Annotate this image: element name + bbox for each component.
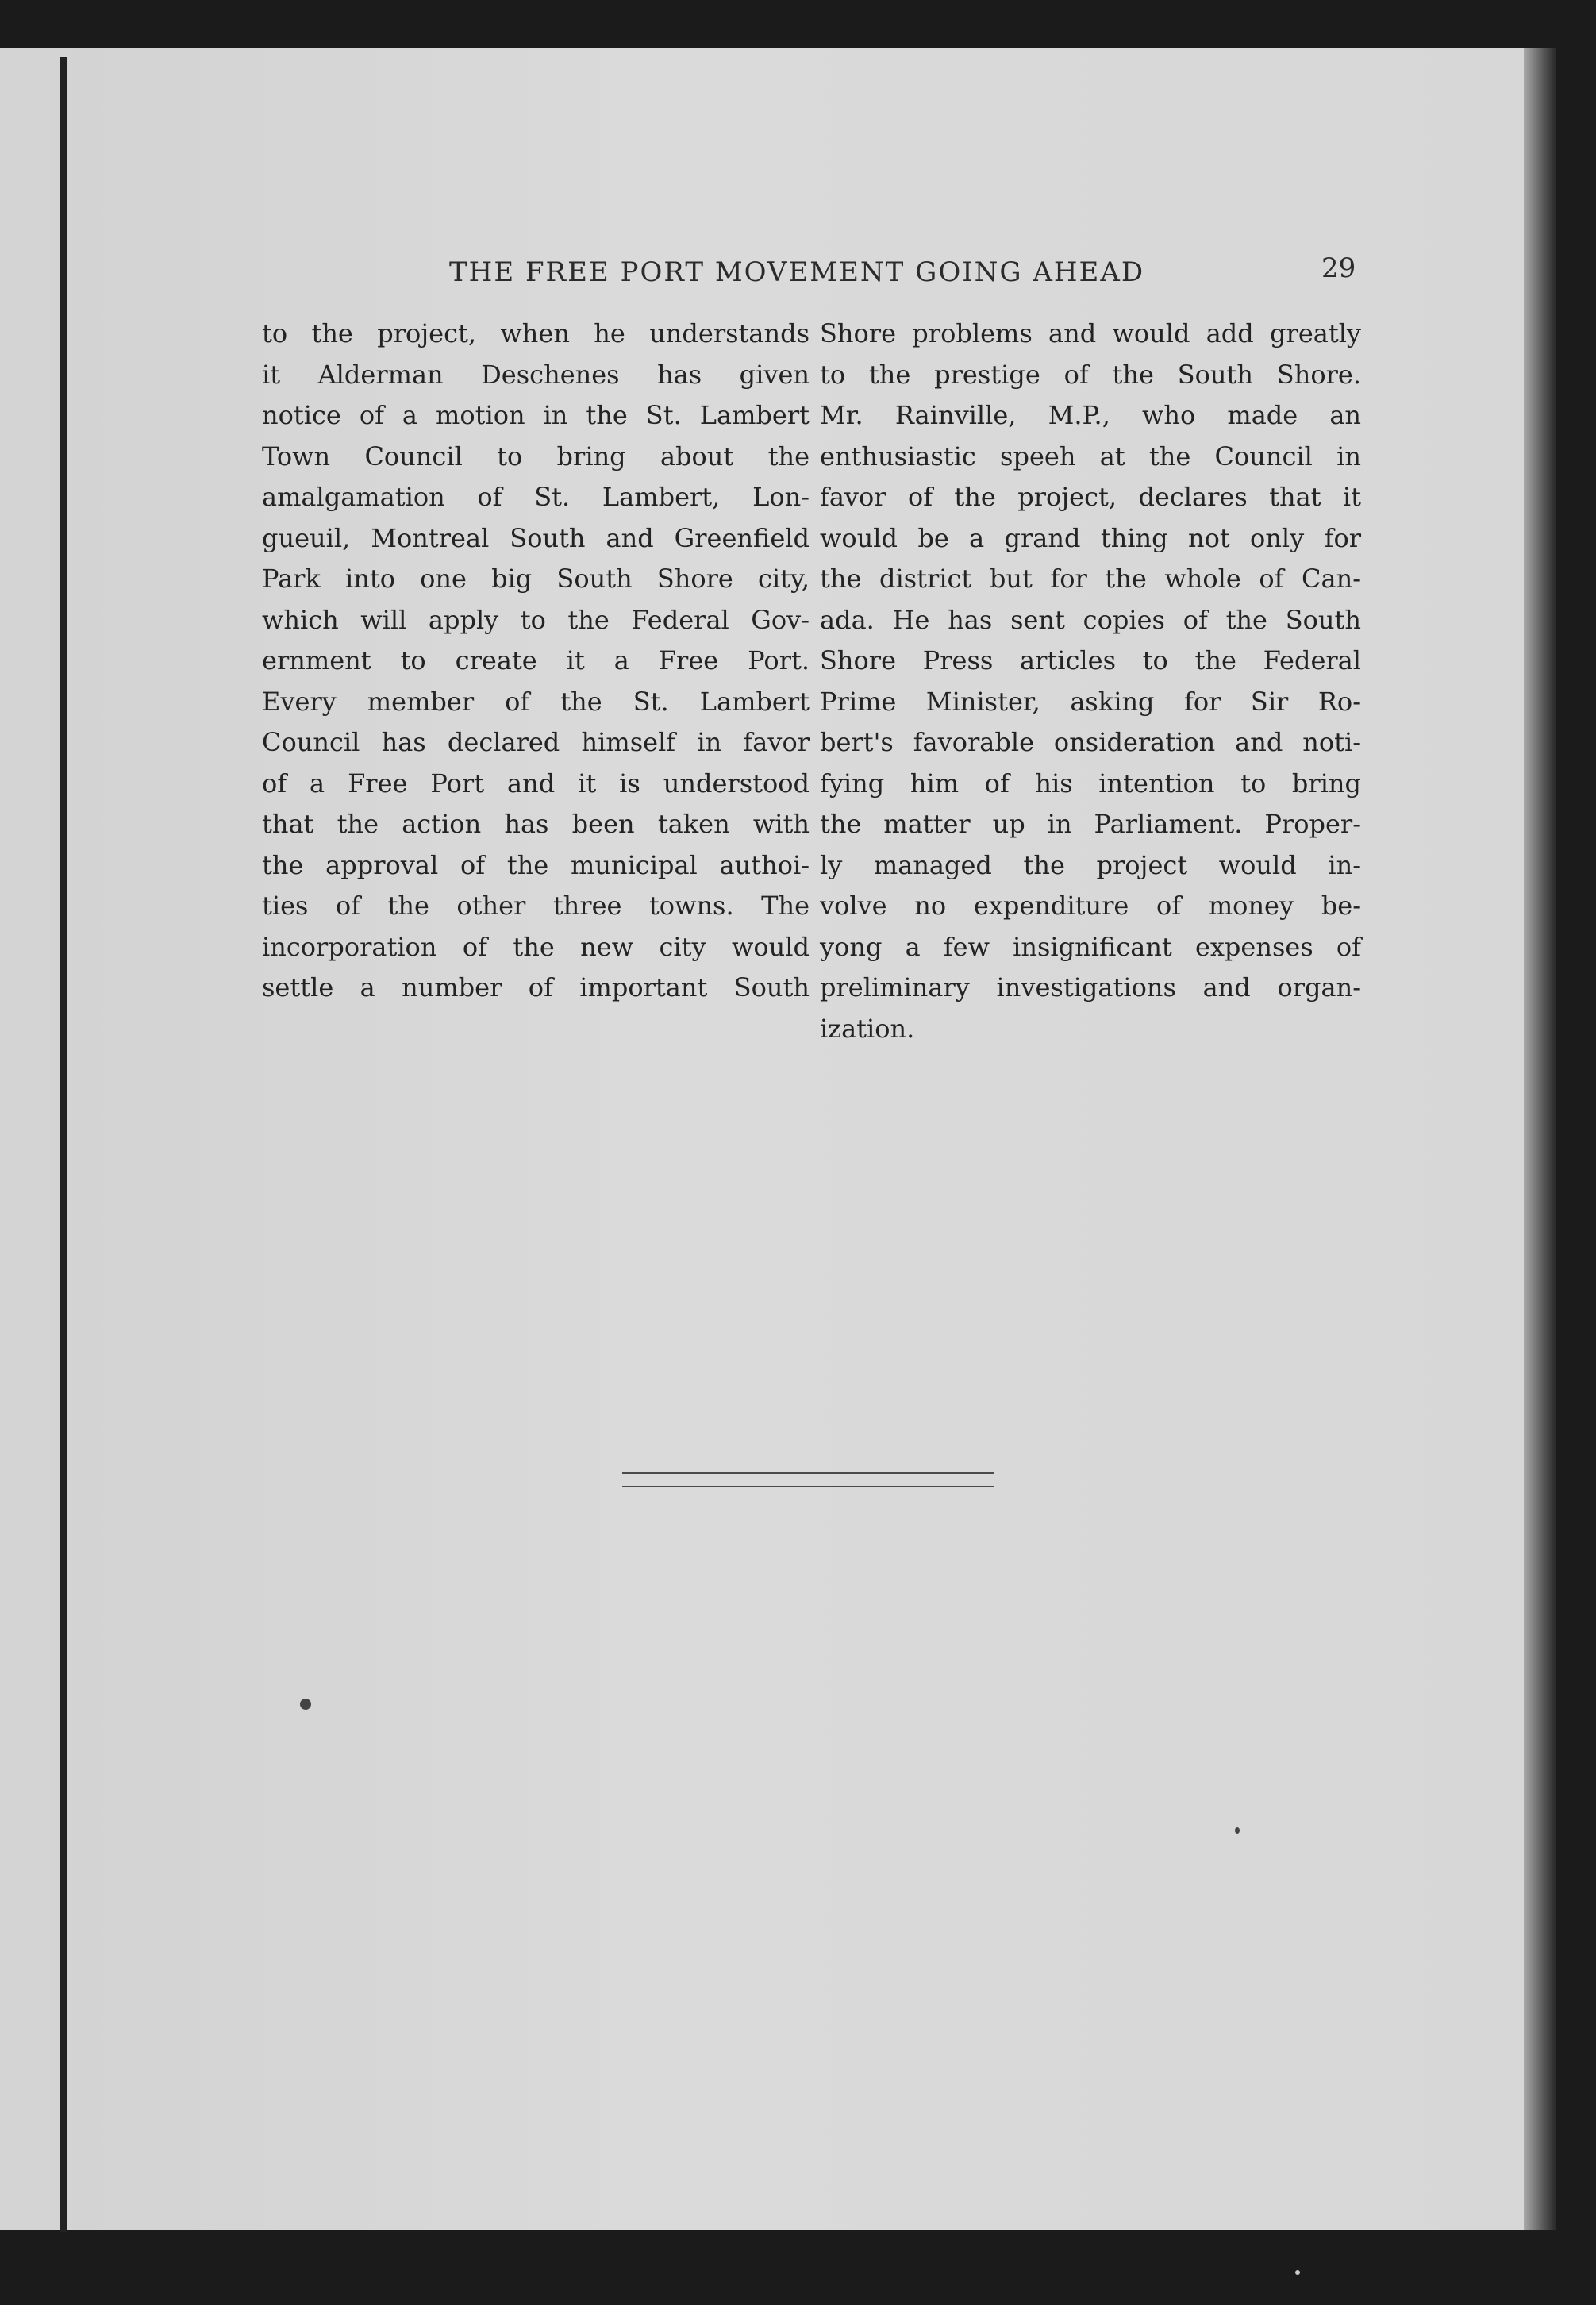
running-head: THE FREE PORT MOVEMENT GOING AHEAD: [449, 256, 1145, 288]
left-text-column: [262, 314, 810, 1009]
ink-speck: [300, 1699, 311, 1710]
text-line: settle a number of important South: [262, 972, 810, 1002]
text-line: Shore problems and would add greatly: [820, 318, 1361, 348]
text-line: the approval of the municipal authoi-: [262, 849, 810, 880]
text-line: Every member of the St. Lambert: [262, 686, 810, 717]
text-line: ernment to create it a Free Port.: [262, 645, 810, 675]
text-line: the district but for the whole of Can-: [820, 564, 1361, 594]
text-line: to the prestige of the South Shore.: [820, 359, 1361, 390]
text-line: Park into one big South Shore city,: [262, 564, 810, 594]
text-line: that the action has been taken with: [262, 809, 810, 839]
text-line: yong a few insignificant expenses of: [820, 931, 1361, 962]
text-line: Shore Press articles to the Federal: [820, 645, 1361, 675]
text-line: of a Free Port and it is understood: [262, 768, 810, 798]
page-right-edge: [1524, 48, 1556, 2230]
book-gutter: [60, 57, 67, 2232]
text-line: Prime Minister, asking for Sir Ro-: [820, 686, 1361, 717]
text-line: preliminary investigations and organ-: [820, 972, 1361, 1002]
text-line: would be a grand thing not only for: [820, 522, 1361, 553]
text-line: fying him of his intention to bring: [820, 768, 1361, 798]
text-line: favor of the project, declares that it: [820, 482, 1361, 512]
text-line: volve no expenditure of money be-: [820, 891, 1361, 921]
text-line: notice of a motion in the St. Lambert: [262, 400, 810, 430]
text-line: the matter up in Parliament. Proper-: [820, 809, 1361, 839]
text-line: it Alderman Deschenes has given: [262, 359, 810, 390]
text-line: Town Council to bring about the: [262, 441, 810, 471]
text-line: ization.: [820, 1013, 915, 1044]
ink-speck: [1235, 1827, 1240, 1834]
text-line: to the project, when he understands: [262, 318, 810, 348]
text-line: enthusiastic speeh at the Council in: [820, 441, 1361, 471]
page-number: 29: [1321, 252, 1356, 284]
text-line: ties of the other three towns. The: [262, 891, 810, 921]
text-line: amalgamation of St. Lambert, Lon-: [262, 482, 810, 512]
section-divider-rule: [622, 1472, 994, 1474]
ink-speck: [1295, 2270, 1300, 2275]
text-line: ly managed the project would in-: [820, 849, 1361, 880]
text-line: Council has declared himself in favor: [262, 727, 810, 757]
text-line: gueuil, Montreal South and Greenfield: [262, 522, 810, 553]
text-line: ada. He has sent copies of the South: [820, 604, 1361, 635]
text-line: which will apply to the Federal Gov-: [262, 604, 810, 635]
section-divider-rule: [622, 1486, 994, 1487]
text-line: bert's favorable onsideration and noti-: [820, 727, 1361, 757]
right-text-column: [820, 314, 1361, 1049]
text-line: Mr. Rainville, M.P., who made an: [820, 400, 1361, 430]
text-line: incorporation of the new city would: [262, 931, 810, 962]
